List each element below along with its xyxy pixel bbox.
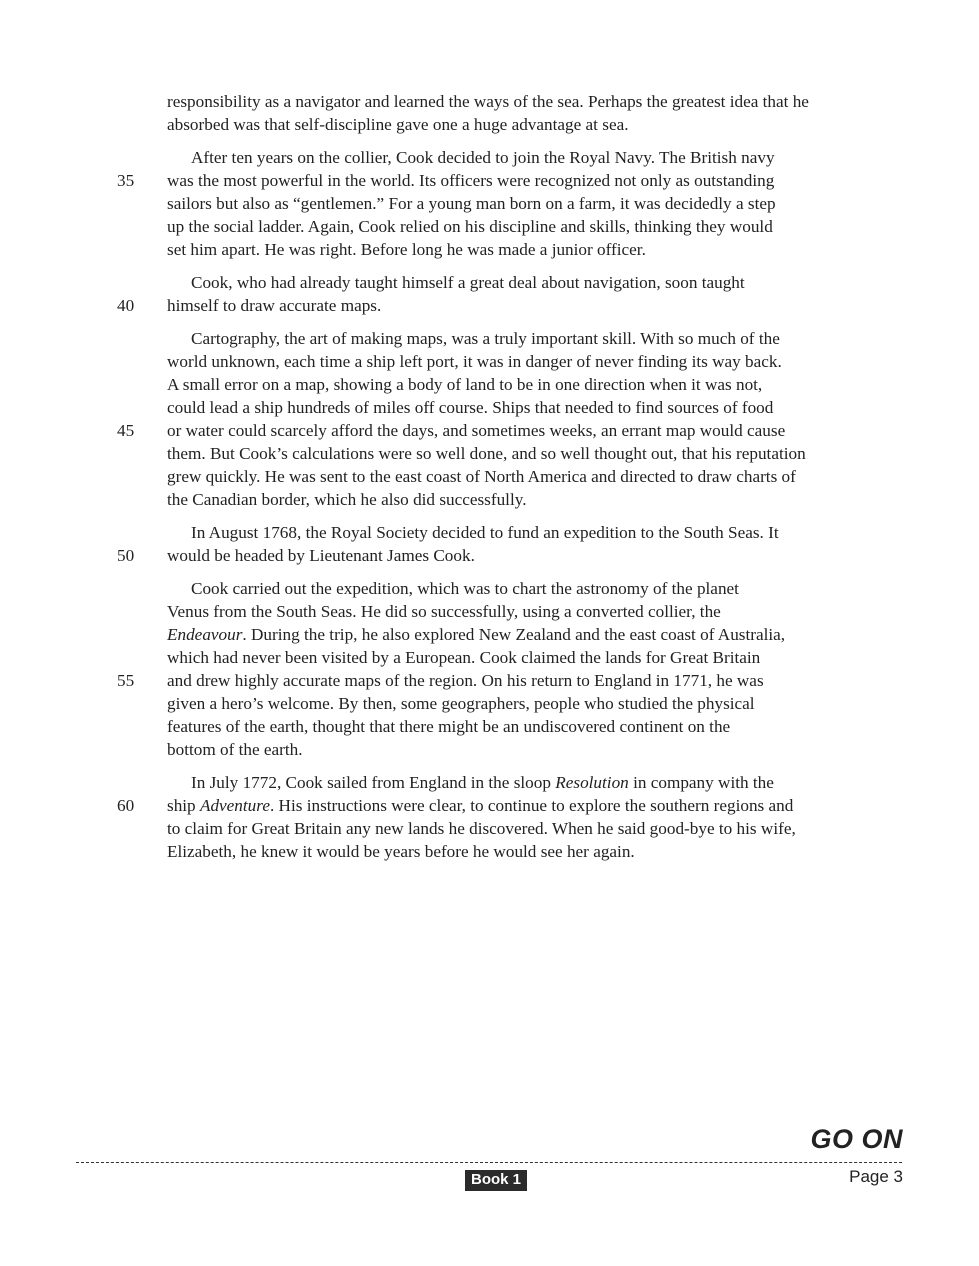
line-text: features of the earth, thought that there might be an undiscovered continent on the bbox=[167, 717, 731, 736]
text-line bbox=[0, 771, 979, 794]
paragraph bbox=[0, 90, 979, 136]
text-line bbox=[0, 817, 979, 840]
text-line bbox=[0, 169, 979, 192]
text-line bbox=[0, 794, 979, 817]
text-line bbox=[0, 692, 979, 715]
text-line bbox=[0, 327, 979, 350]
text-line bbox=[0, 669, 979, 692]
page-number: Page 3 bbox=[849, 1167, 903, 1186]
text-line bbox=[0, 238, 979, 261]
text-line bbox=[0, 350, 979, 373]
line-text: Cook, who had already taught himself a great deal about navigation, soon taught bbox=[191, 273, 745, 292]
text-line bbox=[0, 544, 979, 567]
line-number: 35 bbox=[117, 171, 135, 190]
text-line bbox=[0, 577, 979, 600]
text-line bbox=[0, 271, 979, 294]
go-on-label: GO ON bbox=[810, 1124, 903, 1154]
text-line bbox=[0, 600, 979, 623]
line-text: would be headed by Lieutenant James Cook. bbox=[167, 546, 475, 565]
book-badge: Book 1 bbox=[465, 1170, 527, 1191]
line-text: Venus from the South Seas. He did so successfully, using a converted collier, the bbox=[167, 602, 721, 621]
ship-name: Endeavour bbox=[167, 625, 243, 644]
line-text: After ten years on the collier, Cook decided to join the Royal Navy. The British navy bbox=[191, 148, 775, 167]
line-text: and drew highly accurate maps of the region. On his return to England in 1771, he was bbox=[167, 671, 764, 690]
line-text: . His instructions were clear, to continue to explore the southern regions and bbox=[269, 796, 794, 815]
text-line bbox=[0, 715, 979, 738]
text-line bbox=[0, 623, 979, 646]
line-text: Cook carried out the expedition, which was to chart the astronomy of the planet bbox=[191, 579, 739, 598]
text-line bbox=[0, 373, 979, 396]
line-text: sailors but also as “gentlemen.” For a young man born on a farm, it was decidedly a step bbox=[167, 194, 776, 213]
text-line bbox=[0, 840, 979, 863]
text-line bbox=[0, 294, 979, 317]
paragraph bbox=[0, 327, 979, 511]
ship-name: Adventure bbox=[199, 796, 270, 815]
text-line bbox=[0, 215, 979, 238]
line-text: or water could scarcely afford the days, and sometimes weeks, an errant map would cause bbox=[167, 421, 786, 440]
line-text: could lead a ship hundreds of miles off course. Ships that needed to find sources of food bbox=[167, 398, 774, 417]
line-text: bottom of the earth. bbox=[167, 740, 303, 759]
line-text: which had never been visited by a European. Cook claimed the lands for Great Britain bbox=[167, 648, 761, 667]
footer-divider bbox=[76, 1162, 902, 1163]
text-line bbox=[0, 419, 979, 442]
line-text: world unknown, each time a ship left port, it was in danger of never finding its way back. bbox=[167, 352, 782, 371]
line-text: set him apart. He was right. Before long he was made a junior officer. bbox=[167, 240, 646, 259]
line-number: 45 bbox=[117, 421, 135, 440]
line-text: In July 1772, Cook sailed from England in the sloop bbox=[191, 773, 556, 792]
line-text: up the social ladder. Again, Cook relied on his discipline and skills, thinking they would bbox=[167, 217, 773, 236]
text-line bbox=[0, 113, 979, 136]
line-text: responsibility as a navigator and learned the ways of the sea. Perhaps the greatest idea that he bbox=[167, 92, 809, 111]
paragraph bbox=[0, 271, 979, 317]
paragraph bbox=[0, 521, 979, 567]
ship-name: Resolution bbox=[555, 773, 629, 792]
paragraph bbox=[0, 146, 979, 261]
line-number: 55 bbox=[117, 671, 135, 690]
text-line bbox=[0, 521, 979, 544]
text-line bbox=[0, 146, 979, 169]
line-text: himself to draw accurate maps. bbox=[167, 296, 382, 315]
text-line bbox=[0, 646, 979, 669]
text-line bbox=[0, 90, 979, 113]
line-number: 50 bbox=[117, 546, 135, 565]
line-number: 60 bbox=[117, 796, 135, 815]
line-text: given a hero’s welcome. By then, some geographers, people who studied the physical bbox=[167, 694, 755, 713]
line-text: the Canadian border, which he also did successfully. bbox=[167, 490, 527, 509]
line-text: ship bbox=[167, 796, 200, 815]
text-line bbox=[0, 396, 979, 419]
line-number: 40 bbox=[117, 296, 135, 315]
text-line bbox=[0, 488, 979, 511]
line-text: Elizabeth, he knew it would be years before he would see her again. bbox=[167, 842, 635, 861]
line-text: was the most powerful in the world. Its officers were recognized not only as outstanding bbox=[167, 171, 775, 190]
line-text: absorbed was that self-discipline gave one a huge advantage at sea. bbox=[167, 115, 629, 134]
text-line bbox=[0, 465, 979, 488]
text-line bbox=[0, 192, 979, 215]
line-text: grew quickly. He was sent to the east coast of North America and directed to draw charts of bbox=[167, 467, 796, 486]
line-text: A small error on a map, showing a body of land to be in one direction when it was not, bbox=[167, 375, 763, 394]
text-line bbox=[0, 442, 979, 465]
line-text: Cartography, the art of making maps, was a truly important skill. With so much of the bbox=[191, 329, 780, 348]
line-text: to claim for Great Britain any new lands he discovered. When he said good-bye to his wife, bbox=[167, 819, 796, 838]
line-text: in company with the bbox=[628, 773, 774, 792]
line-text: them. But Cook’s calculations were so well done, and so well thought out, that his reputation bbox=[167, 444, 806, 463]
line-text: . During the trip, he also explored New Zealand and the east coast of Australia, bbox=[242, 625, 786, 644]
paragraph bbox=[0, 771, 979, 863]
line-text: In August 1768, the Royal Society decided to fund an expedition to the South Seas. It bbox=[191, 523, 779, 542]
text-line bbox=[0, 738, 979, 761]
reading-passage bbox=[0, 90, 979, 873]
paragraph bbox=[0, 577, 979, 761]
